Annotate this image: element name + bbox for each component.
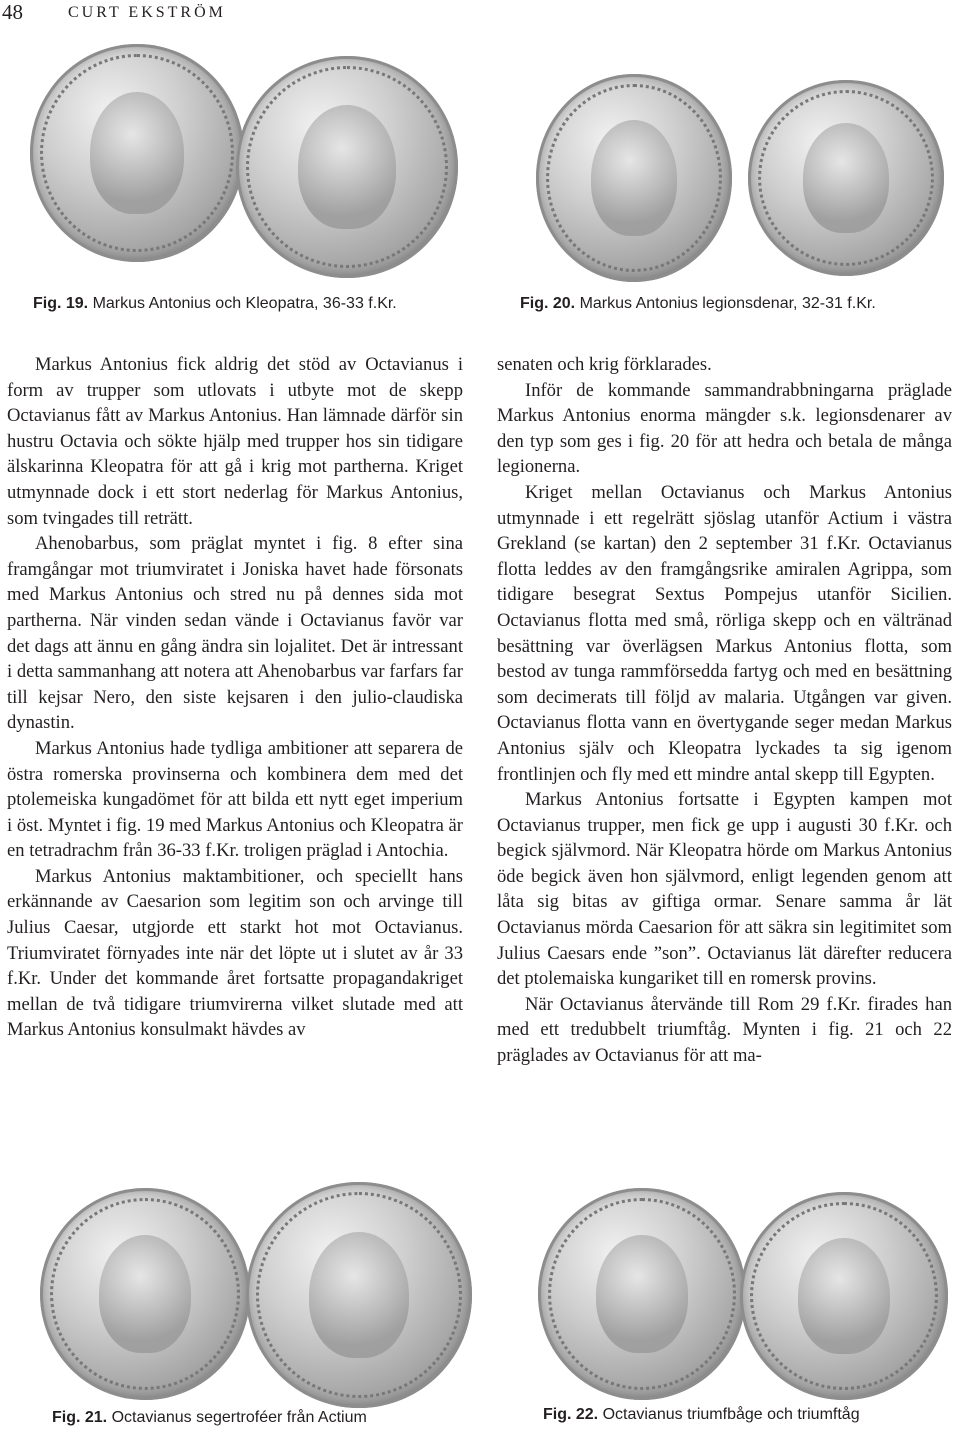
- coin-image-octavianus-head: [40, 1188, 250, 1400]
- page-header: [0, 0, 960, 28]
- paragraph: Inför de kommande sammandrabbningarna präglade Markus Antonius enorma mängder s.k. legionsdenarer av den typ som ges i fig. 20 för att hedra och betala de många legionerna.: [497, 379, 952, 478]
- coin-image-galley: [536, 74, 732, 282]
- right-text-column: [497, 352, 952, 1069]
- coin-image-kleopatra: [236, 56, 458, 278]
- figure-caption-20: [520, 294, 876, 314]
- figure-label: Fig. 21.: [52, 1409, 108, 1426]
- coin-image-legion-standard: [748, 80, 944, 276]
- paragraph: Markus Antonius hade tydliga ambitioner att separera de östra romerska provinserna och kombinera dem med det ptolemeiska kungadömet för att bilda ett nytt eget imperium i öst. Myntet i fig. 19 med Markus Antonius och Kleopatra är en tetradrachm från 36-33 f.Kr. troligen präglad i Antochia.: [7, 737, 463, 862]
- figure-caption-text: Markus Antonius och Kleopatra, 36-33 f.Kr.: [92, 295, 397, 312]
- paragraph: Kriget mellan Octavianus och Markus Antonius utmynnade i ett regelrätt sjöslag utanför Actium i västra Grekland (se kartan) den 2 september 31 f.Kr. Octavianus flotta leddes av den framgångsrike amiralen Agrippa, som tidigare besegrat Sextus Pompejus utanför Sicilien. Octavianus flotta med små, rörliga skepp och en vältränad besättning var överlägsen Markus Antonius flotta, som bestod av tunga rammförsedda fartyg och med en besättning som decimerats till följd av malaria. Utgången var given. Octavianus flotta vann en övertygande seger medan Markus Antonius själv och Kleopatra lyckades ta sig igenom frontlinjen och fly med ett mindre antal skepp till Egypten.: [497, 481, 952, 785]
- figure-label: Fig. 22.: [543, 1406, 599, 1423]
- paragraph: Ahenobarbus, som präglat myntet i fig. 8 efter sina framgångar mot triumviratet i Joniska havet hade försonats med Markus Antonius och stred nu på dennes sida mot partherna. När vinden sedan vände i Octavianus favör var det dags att ännu en gång ändra sin lojalitet. Det är intressant i detta sammanhang att notera att Ahenobarbus var farfars far till kejsar Nero, den siste kejsaren i den julio-claudiska dynastin.: [7, 533, 463, 734]
- paragraph: senaten och krig förklarades.: [497, 354, 712, 375]
- page-number: 48: [2, 0, 23, 24]
- paragraph: Markus Antonius maktambitioner, och speciellt hans erkännande av Caesarion som legitim son och arvinge till Julius Caesar, utgjorde ett starkt hot mot Octavianus. Triumviratet förnyades inte när det löpte ut i slutet av år 33 f.Kr. Under det kommande året fortsatte propagandakriget mellan de två tidigare triumvirerna vilket slutade med att Markus Antonius konsulmakt hävdes av: [7, 865, 463, 1041]
- coin-image-triumphal-arch: [740, 1192, 948, 1400]
- figure-caption-text: Octavianus segertroféer från Actium: [111, 1409, 367, 1426]
- running-head: CURT EKSTRÖM: [68, 4, 226, 21]
- coin-image-antonius: [30, 44, 244, 262]
- figure-caption-19: [33, 294, 397, 314]
- left-text-column: [7, 352, 463, 1043]
- figure-label: Fig. 19.: [33, 295, 89, 312]
- figure-caption-21: [52, 1408, 367, 1428]
- paragraph: Markus Antonius fick aldrig det stöd av Octavianus i form av trupper som utlovats i utbyte mot de skepp Octavianus fått av Markus Antonius. Han lämnade därför sin hustru Octavia och sökte hjälp med trupper hos sin tidigare älskarinna Kleopatra för att gå i krig mot partherna. Kriget utmynnade dock i ett stort nederlag för Markus Antonius, som tvingades till reträtt.: [7, 354, 463, 529]
- coin-image-octavianus-portrait: [538, 1188, 746, 1400]
- figure-caption-text: Octavianus triumfbåge och triumftåg: [602, 1406, 860, 1423]
- figure-label: Fig. 20.: [520, 295, 576, 312]
- coin-image-trophy: [246, 1182, 472, 1408]
- paragraph: Markus Antonius fortsatte i Egypten kampen mot Octavianus trupper, men fick ge upp i augusti 30 f.Kr. och begick självmord. När Kleopatra hörde om Markus Antonius öde begick även hon självmord, enligt legenden genom att låta sig bitas av giftiga ormar. Senare samma år lät Octavianus mörda Caesarion för att säkra sin legitimitet som Julius Caesars ende ”son”. Octavianus lät därefter reducera det ptolemaiska kungariket till en romersk provins.: [497, 789, 952, 990]
- paragraph: När Octavianus återvände till Rom 29 f.Kr. firades han med ett tredubbelt triumftåg. Mynten i fig. 21 och 22 präglades av Octavianus för att ma-: [497, 993, 952, 1067]
- figure-caption-22: [543, 1405, 860, 1425]
- figure-caption-text: Markus Antonius legionsdenar, 32-31 f.Kr.: [579, 295, 876, 312]
